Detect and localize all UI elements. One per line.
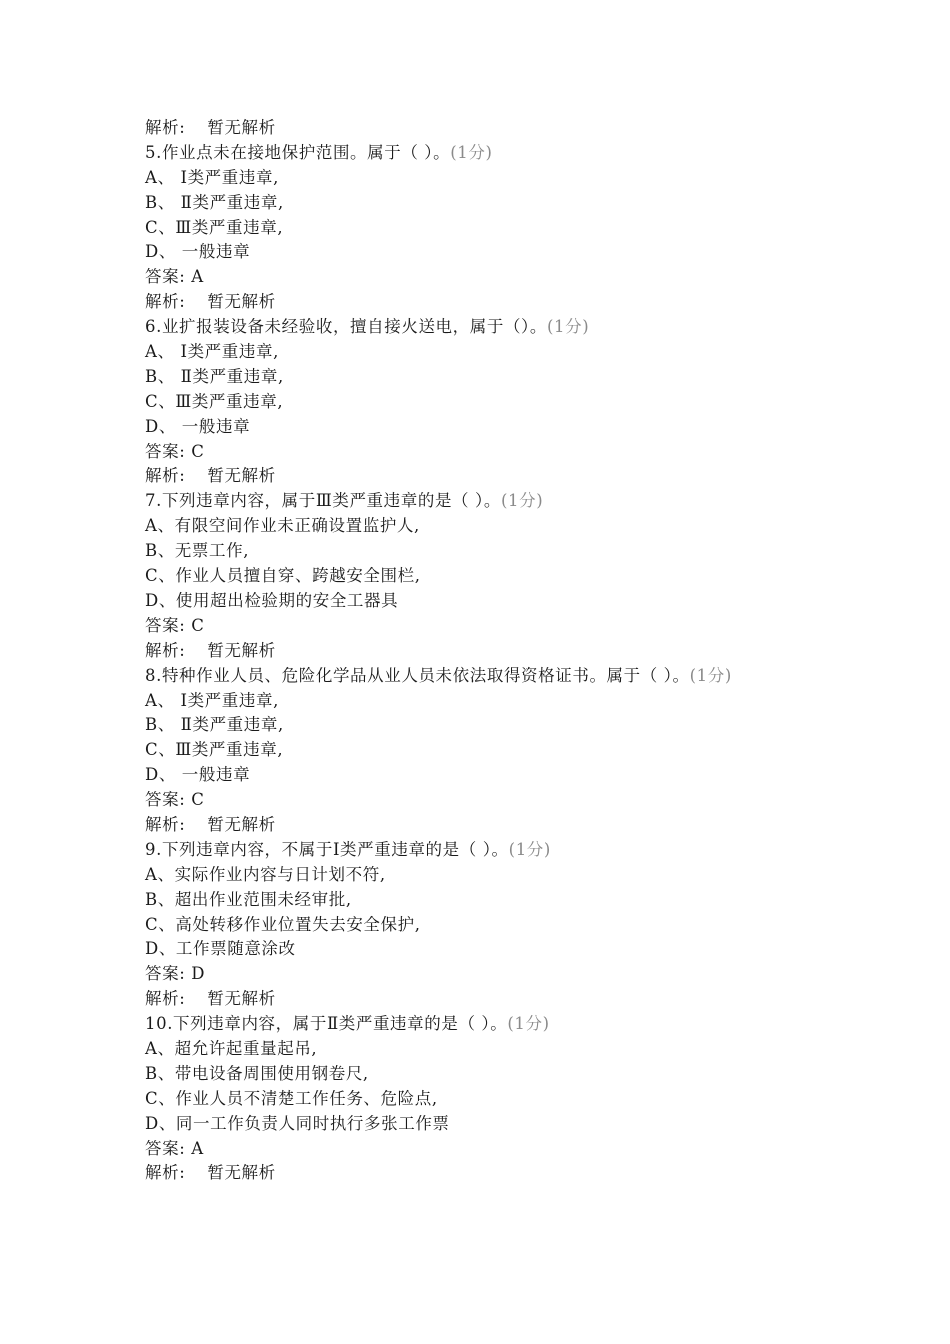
answer-line: 答案: A [145,267,204,287]
question-score: (1分) [507,1014,550,1034]
analysis-line [145,290,795,315]
document-page [145,116,795,1186]
option-a: A、实际作业内容与日计划不符, [145,864,386,884]
analysis-label: 解析: [145,989,186,1009]
answer-line: 答案: D [145,964,206,984]
question-text: 8.特种作业人员、危险化学品从业人员未依法取得资格证书。属于（ ）。 [145,665,690,685]
question-line [145,838,795,863]
analysis-label: 解析: [145,292,186,312]
option-c: C、Ⅲ类严重违章, [145,217,284,237]
analysis-label: 解析: [145,814,186,834]
option-b: B、 Ⅱ类严重违章, [145,192,284,212]
analysis-line [145,1161,795,1186]
option-d: D、工作票随意涂改 [145,939,296,959]
question-score: (1分) [508,839,551,859]
question-block-8 [145,664,795,838]
answer-line: 答案: C [145,790,205,810]
option-d: D、同一工作负责人同时执行多张工作票 [145,1113,450,1133]
question-block-10 [145,1012,795,1186]
analysis-text: 暂无解析 [207,814,276,834]
question-line [145,489,795,514]
analysis-line [145,813,795,838]
option-d: D、 一般违章 [145,765,251,785]
option-c: C、Ⅲ类严重违章, [145,391,284,411]
analysis-line [145,639,795,664]
question-score: (1分) [547,317,590,337]
analysis-text: 暂无解析 [207,466,276,486]
option-c: C、作业人员不清楚工作任务、危险点, [145,1088,438,1108]
analysis-text: 暂无解析 [207,292,276,312]
question-text: 7.下列违章内容，属于Ⅲ类严重违章的是（ ）。 [145,491,501,511]
analysis-label: 解析: [145,1163,186,1183]
option-b: B、 Ⅱ类严重违章, [145,366,284,386]
answer-line: 答案: A [145,1138,204,1158]
option-a: A、 Ⅰ类严重违章, [145,690,279,710]
option-b: B、超出作业范围未经审批, [145,889,352,909]
question-score: (1分) [500,491,544,511]
question-text: 6.业扩报装设备未经验收，擅自接火送电，属于（）。 [145,317,547,337]
question-score: (1分) [689,665,732,685]
option-d: D、 一般违章 [145,416,251,436]
analysis-line [145,464,795,489]
analysis-label: 解析: [145,640,186,660]
question-block-6 [145,315,795,489]
question-block-5 [145,141,795,315]
option-a: A、有限空间作业未正确设置监护人, [145,516,420,536]
question-text: 5.作业点未在接地保护范围。属于（ ）。 [145,142,451,162]
option-a: A、 Ⅰ类严重违章, [145,167,279,187]
analysis-label: 解析: [145,466,186,486]
option-c: C、高处转移作业位置失去安全保护, [145,914,421,934]
analysis-label: 解析: [145,118,186,137]
answer-line: 答案: C [145,441,205,461]
analysis-text: 暂无解析 [207,989,276,1009]
option-c: C、作业人员擅自穿、跨越安全围栏, [145,566,421,586]
option-b: B、无票工作, [145,541,250,561]
question-line [145,141,795,166]
question-block-7 [145,489,795,663]
analysis-text: 暂无解析 [207,118,276,137]
option-d: D、使用超出检验期的安全工器具 [145,590,399,610]
option-b: B、带电设备周围使用钢卷尺, [145,1063,369,1083]
question-line [145,315,795,340]
question-text: 9.下列违章内容，不属于Ⅰ类严重违章的是（ ）。 [145,839,509,859]
option-b: B、 Ⅱ类严重违章, [145,715,284,735]
question-score: (1分) [450,142,493,162]
option-a: A、 Ⅰ类严重违章, [145,342,279,362]
analysis-text: 暂无解析 [207,640,276,660]
question-line [145,664,795,689]
option-c: C、Ⅲ类严重违章, [145,740,284,760]
answer-line: 答案: C [145,615,205,635]
analysis-line [145,987,795,1012]
option-a: A、超允许起重量起吊, [145,1038,318,1058]
option-d: D、 一般违章 [145,242,251,262]
question-line [145,1012,795,1037]
analysis-text: 暂无解析 [207,1163,276,1183]
question-text: 10.下列违章内容，属于Ⅱ类严重违章的是（ ）。 [145,1014,508,1034]
question-block-9 [145,838,795,1012]
analysis-line [145,116,795,141]
